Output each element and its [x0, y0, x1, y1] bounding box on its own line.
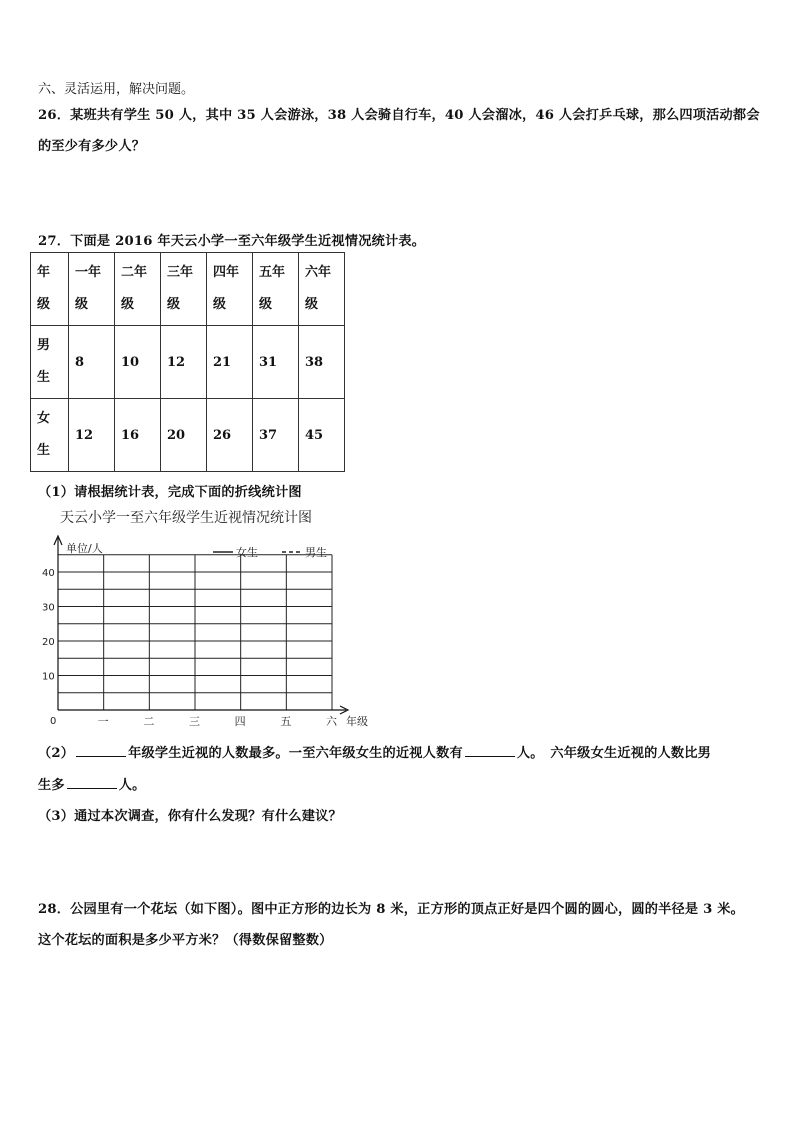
boys-cell: 12: [161, 326, 207, 399]
q28-line2: 这个花坛的面积是多少平方米？（得数保留整数）: [38, 933, 333, 948]
section-title: 六、灵活运用，解决问题。: [38, 82, 195, 97]
chart-svg: [30, 508, 390, 730]
x-tick-label: 三: [189, 715, 200, 728]
header-grade-1: 一年 级: [69, 253, 115, 326]
y-tick-label: 20: [42, 637, 55, 648]
q27-part2-line1: （2） 年级学生近视的人数最多。一至六年级女生的近视人数有 人。 六年级女生近视的人数比男: [38, 746, 712, 761]
origin-label: 0: [50, 716, 57, 727]
header-corner: 年 级: [31, 253, 69, 326]
answer-blank-2[interactable]: [465, 744, 515, 757]
table-header-row: [31, 253, 345, 326]
y-tick-label: 30: [42, 602, 55, 614]
q26-line1: 26．某班共有学生 50 人，其中 35 人会游泳，38 人会骑自行车，40 人会溜冰，46 人会打乒乓球，那么四项活动都会: [38, 108, 760, 123]
boys-cell: 31: [253, 326, 299, 399]
q27-intro: 27．下面是 2016 年天云小学一至六年级学生近视情况统计表。: [38, 234, 426, 249]
girls-cell: 20: [161, 399, 207, 472]
myopia-table: [30, 252, 345, 472]
row-label-boys: 男 生: [31, 326, 69, 399]
answer-blank-3[interactable]: [67, 776, 117, 789]
header-grade-2: 二年 级: [115, 253, 161, 326]
row-label-girls: 女 生: [31, 399, 69, 472]
girls-cell: 16: [115, 399, 161, 472]
boys-cell: 21: [207, 326, 253, 399]
y-axis-label: 单位/人: [66, 542, 103, 555]
girls-cell: 26: [207, 399, 253, 472]
x-tick-label: 四: [234, 715, 246, 728]
girls-cell: 45: [299, 399, 345, 472]
boys-cell: 10: [115, 326, 161, 399]
answer-blank-1[interactable]: [76, 744, 126, 757]
header-grade-4: 四年 级: [207, 253, 253, 326]
header-grade-3: 三年 级: [161, 253, 207, 326]
table-row-boys: [31, 326, 345, 399]
x-axis-label: 年级: [346, 715, 368, 728]
y-tick-label: 40: [42, 568, 55, 579]
header-grade-6: 六年 级: [299, 253, 345, 326]
boys-cell: 8: [69, 326, 115, 399]
header-grade-5: 五年 级: [253, 253, 299, 326]
q27-part2-line2: 生多 人。: [38, 778, 146, 793]
girls-cell: 12: [69, 399, 115, 472]
chart-title: 天云小学一至六年级学生近视情况统计图: [60, 510, 312, 526]
boys-cell: 38: [299, 326, 345, 399]
x-tick-label: 六: [326, 715, 337, 728]
table-row-girls: [31, 399, 345, 472]
x-tick-label: 一: [97, 715, 109, 728]
line-chart: [30, 508, 390, 734]
x-tick-label: 二: [143, 715, 155, 728]
q27-part1: （1）请根据统计表，完成下面的折线统计图: [38, 485, 302, 500]
girls-cell: 37: [253, 399, 299, 472]
q27-part3: （3）通过本次调查，你有什么发现？有什么建议？: [38, 809, 342, 824]
y-tick-label: 10: [42, 671, 55, 683]
x-tick-label: 五: [280, 715, 292, 728]
legend-label-girls: 女生: [236, 546, 258, 559]
q26-line2: 的至少有多少人？: [38, 139, 146, 154]
q28-line1: 28．公园里有一个花坛（如下图）。图中正方形的边长为 8 米，正方形的顶点正好是四个圆的圆心，圆的半径是 3 米。: [38, 902, 745, 917]
legend-label-boys: 男生: [305, 546, 327, 559]
